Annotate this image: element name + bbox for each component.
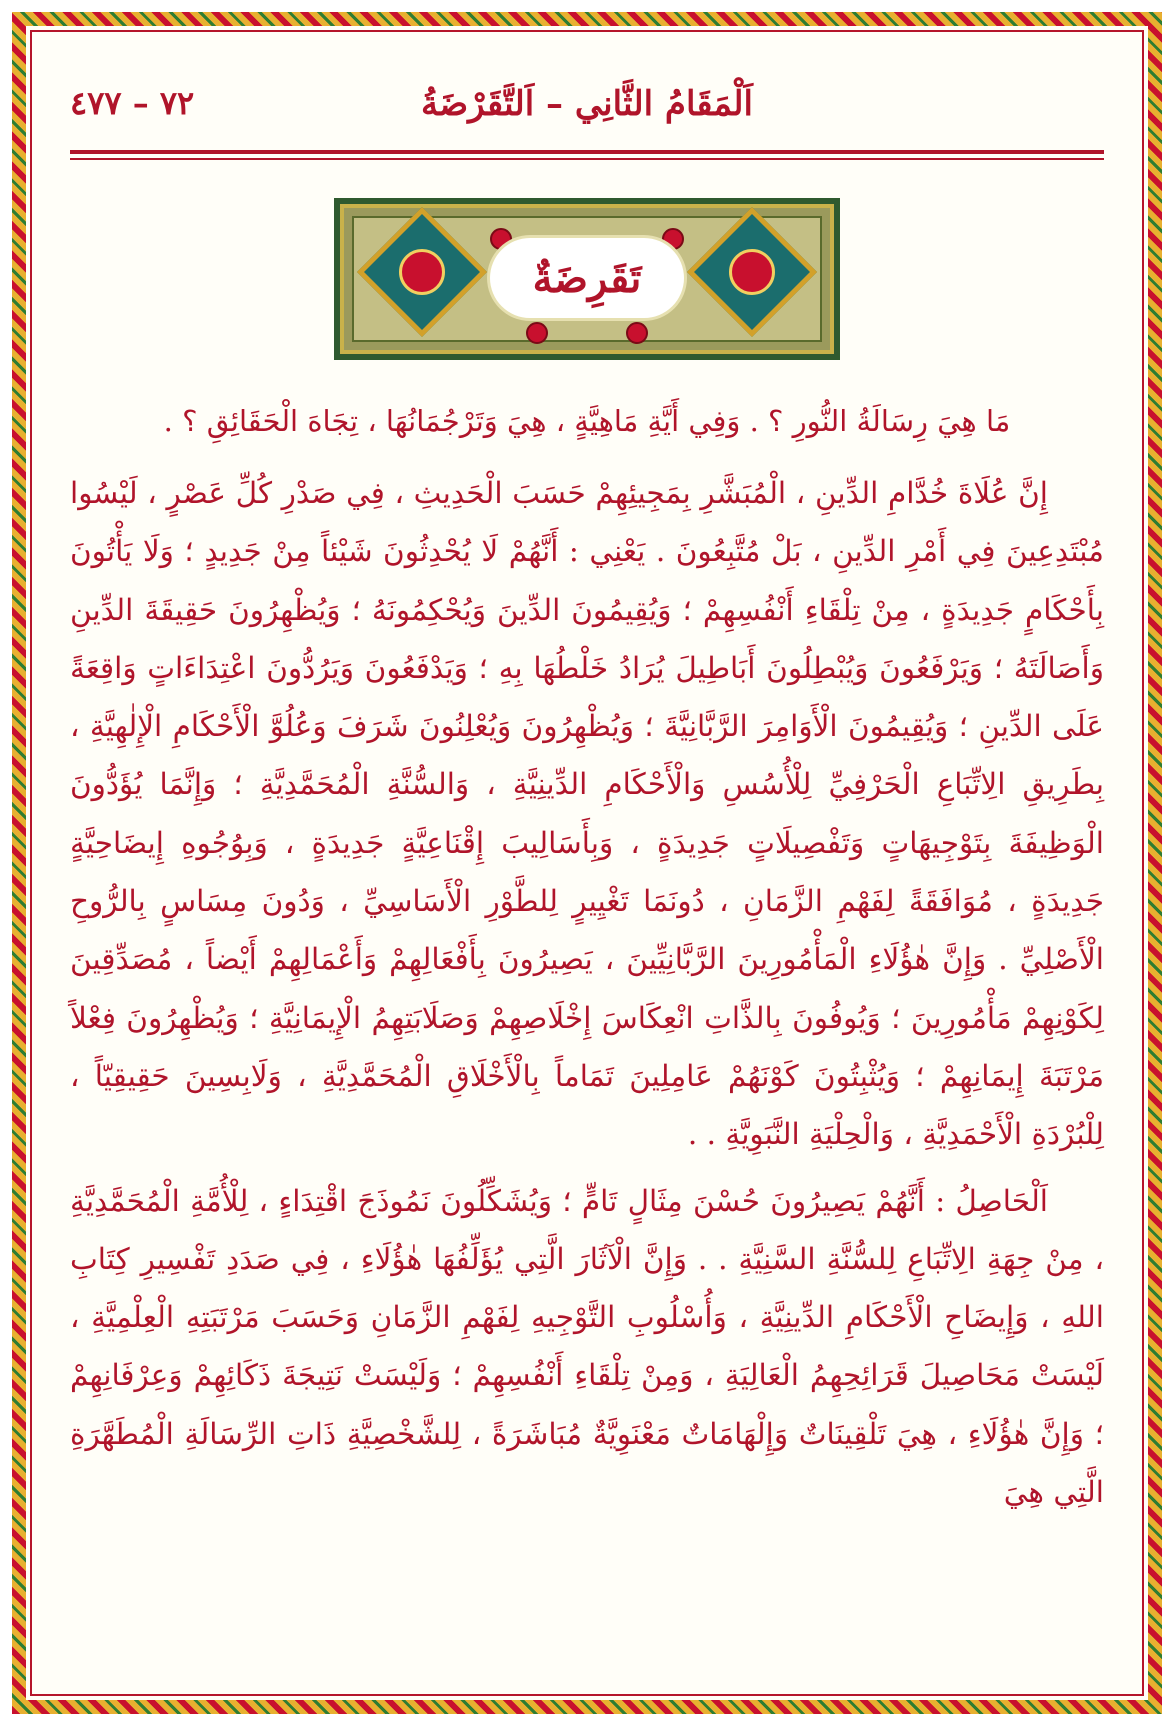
header-page-numbers: ٧٢ – ٤٧٧ [70,84,195,122]
header-rule-thin [70,158,1104,160]
section-title: تَقَرِضَةٌ [532,254,642,302]
header-title: اَلْمَقَامُ الثَّانِي – اَلتَّقَرْضَةُ [421,84,753,124]
rose-icon [526,322,548,344]
ornamental-title-panel [334,198,840,360]
title-cartouche [490,238,684,318]
body-paragraph: اَلْحَاصِلُ : أَنَّهُمْ يَصِيرُونَ حُسْنَ مِثَالٍ تَامٍّ ؛ وَيُشَكِّلُونَ نَمُوذَجَ اقْتِدَاءٍ ، لِلْأُمَّةِ الْمُحَمَّدِيَّةِ ، مِنْ جِهَةِ الِاتِّبَاعِ لِلسُّنَّةِ السَّنِيَّةِ . . وَإِنَّ الْآثَارَ الَّتِي يُؤَلِّفُهَا هٰؤُلَاءِ ، فِي صَدَدِ تَفْسِيرِ كِتَابِ اللهِ ، وَإِيضَاحِ الْأَحْكَامِ الدِّينِيَّةِ ، وَأُسْلُوبِ التَّوْجِيهِ لِفَهْمِ الزَّمَانِ وَحَسَبَ مَرْتَبَتِهِ الْعِلْمِيَّةِ ، لَيْسَتْ مَحَاصِيلَ قَرَائِحِهِمُ الْعَالِيَةِ ، وَمِنْ تِلْقَاءِ أَنْفُسِهِمْ ؛ وَلَيْسَتْ نَتِيجَةَ ذَكَائِهِمْ وَعِرْفَانِهِمْ ؛ وَإِنَّ هٰؤُلَاءِ ، هِيَ تَلْقِينَاتٌ وَإِلْهَامَاتٌ مَعْنَوِيَّةٌ مُبَاشَرَةً ، لِلشَّخْصِيَّةِ ذَاتِ الرِّسَالَةِ الْمُطَهَّرَةِ الَّتِي هِيَ [70,1183,1104,1510]
header-rule [70,150,1104,154]
section-question: مَا هِيَ رِسَالَةُ النُّورِ ؟ . وَفِي أَيَّةِ مَاهِيَّةٍ ، هِيَ وَتَرْجُمَانُهَا ، تِجَاهَ الْحَقَائِقِ ؟ . [163,404,1011,438]
document-page [70,70,1104,1656]
rose-icon [626,322,648,344]
body-paragraph: إِنَّ عُلَاةَ خُدَّامِ الدِّينِ ، الْمُبَشَّرِ بِمَجِيئِهِمْ حَسَبَ الْحَدِيثِ ، فِي صَدْرِ كُلِّ عَصْرٍ ، لَيْسُوا مُبْتَدِعِينَ فِي أَمْرِ الدِّينِ ، بَلْ مُتَّبِعُونَ . يَعْنِي : أَنَّهُمْ لَا يُحْدِثُونَ شَيْئاً مِنْ جَدِيدٍ ؛ وَلَا يَأْتُونَ بِأَحْكَامٍ جَدِيدَةٍ ، مِنْ تِلْقَاءِ أَنْفُسِهِمْ ؛ وَيُقِيمُونَ الدِّينَ وَيُحْكِمُونَهُ ؛ وَيُظْهِرُونَ حَقِيقَةَ الدِّينِ وَأَصَالَتَهُ ؛ وَيَرْفَعُونَ وَيُبْطِلُونَ أَبَاطِيلَ يُرَادُ خَلْطُهَا بِهِ ؛ وَيَدْفَعُونَ وَيَرُدُّونَ اعْتِدَاءَاتٍ وَاقِعَةً عَلَى الدِّينِ ؛ وَيُقِيمُونَ الْأَوَامِرَ الرَّبَّانِيَّةَ ؛ وَيُظْهِرُونَ وَيُعْلِنُونَ شَرَفَ وَعُلُوَّ الْأَحْكَامِ الْإِلٰهِيَّةِ ، بِطَرِيقِ الِاتِّبَاعِ الْحَرْفِيِّ لِلْأُسُسِ وَالْأَحْكَامِ الدِّينِيَّةِ ، وَالسُّنَّةِ الْمُحَمَّدِيَّةِ ؛ وَإِنَّمَا يُؤَدُّونَ الْوَظِيفَةَ بِتَوْجِيهَاتٍ وَتَفْصِيلَاتٍ جَدِيدَةٍ ، وَبِأَسَالِيبَ إِقْنَاعِيَّةٍ جَدِيدَةٍ ، وَبِوُجُوهِ إِيضَاحِيَّةٍ جَدِيدَةٍ ، مُوَافَقَةً لِفَهْمِ الزَّمَانِ ، دُونَمَا تَغْيِيرٍ لِلطَّوْرِ الْأَسَاسِيِّ ، وَدُونَ مِسَاسٍ بِالرُّوحِ الْأَصْلِيِّ . وَإِنَّ هٰؤُلَاءِ الْمَأْمُورِينَ الرَّبَّانِيِّينَ ، يَصِيرُونَ بِأَفْعَالِهِمْ وَأَعْمَالِهِمْ أَيْضاً ، مُصَدِّقِينَ لِكَوْنِهِمْ مَأْمُورِينَ ؛ وَيُوفُونَ بِالذَّاتِ انْعِكَاسَ إِخْلَاصِهِمْ وَصَلَابَتِهِمُ الْإِيمَانِيَّةِ ؛ وَيُظْهِرُونَ فِعْلاً مَرْتَبَةَ إِيمَانِهِمْ ؛ وَيُثْبِتُونَ كَوْنَهُمْ عَامِلِينَ تَمَاماً بِالْأَخْلَاقِ الْمُحَمَّدِيَّةِ ، وَلَابِسِينَ حَقِيقِيّاً ، لِلْبُرْدَةِ الْأَحْمَدِيَّةِ ، وَالْحِلْيَةِ النَّبَوِيَّةِ . . [70,476,1104,1152]
running-header [70,70,1104,140]
